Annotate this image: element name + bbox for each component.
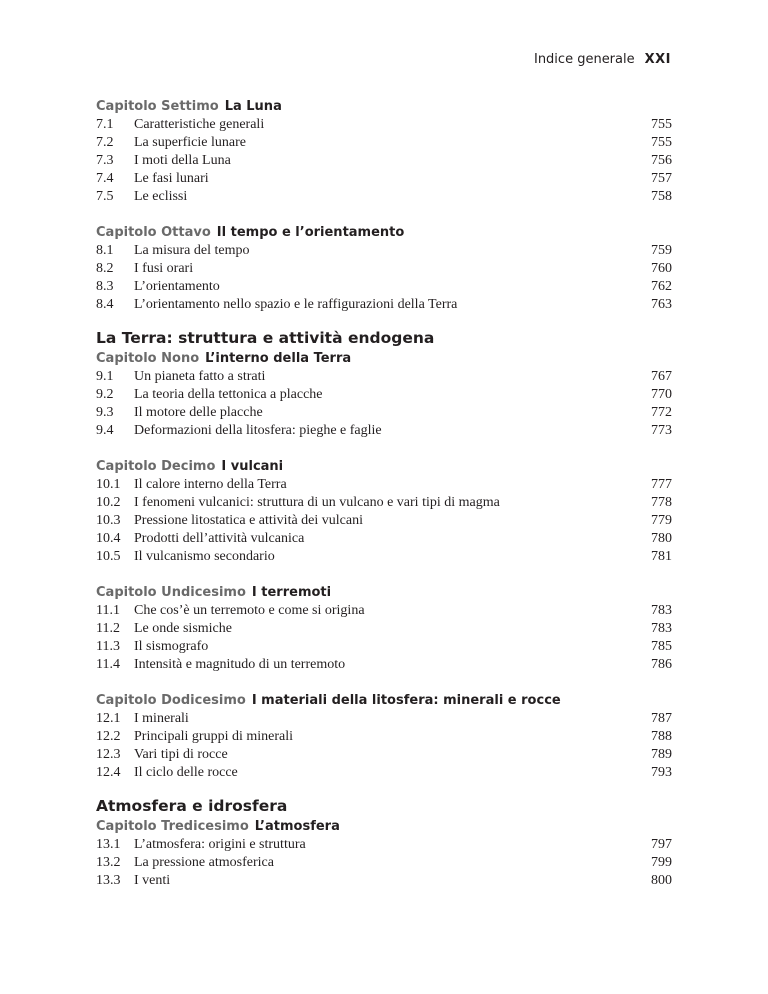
chapter-heading	[96, 583, 672, 602]
page-number: 789	[651, 747, 672, 762]
section-number: 11.2	[96, 621, 120, 636]
page-number: 780	[651, 531, 672, 546]
toc-entry[interactable]	[96, 476, 672, 494]
section-title: Le eclissi	[134, 189, 188, 204]
section-number: 8.3	[96, 279, 114, 294]
part-title: Atmosfera e idrosfera	[96, 797, 288, 815]
toc-entry[interactable]	[96, 854, 672, 872]
toc-entry[interactable]	[96, 188, 672, 206]
toc-entry[interactable]	[96, 602, 672, 620]
page-number: 762	[651, 279, 672, 294]
section-number: 11.4	[96, 657, 120, 672]
section-title: I moti della Luna	[134, 153, 231, 168]
page-number: 800	[651, 873, 672, 888]
section-title: I fusi orari	[134, 261, 194, 276]
section-title: Intensità e magnitudo di un terremoto	[134, 657, 346, 672]
page-number: 787	[651, 711, 672, 726]
section-number: 10.1	[96, 477, 121, 492]
page-number: 767	[651, 369, 672, 384]
toc-entry[interactable]	[96, 422, 672, 440]
toc-entry[interactable]	[96, 746, 672, 764]
toc-entry[interactable]	[96, 872, 672, 890]
section-number: 12.1	[96, 711, 121, 726]
page-number: 773	[651, 423, 672, 438]
page-number: 772	[651, 405, 672, 420]
section-title: I venti	[134, 873, 171, 888]
toc-entry[interactable]	[96, 368, 672, 386]
section-number: 10.2	[96, 495, 121, 510]
section-number: 11.1	[96, 603, 120, 618]
section-number: 7.4	[96, 171, 114, 186]
page-number: 797	[651, 837, 672, 852]
page-number: 760	[651, 261, 672, 276]
section-number: 12.2	[96, 729, 121, 744]
chapter-title: L’interno della Terra	[205, 351, 352, 366]
toc-entry[interactable]	[96, 548, 672, 566]
section-title: Pressione litostatica e attività dei vulcani	[134, 513, 363, 528]
page-number: 793	[651, 765, 672, 780]
toc-entry[interactable]	[96, 260, 672, 278]
section-number: 8.2	[96, 261, 114, 276]
chapter-title: Il tempo e l’orientamento	[216, 225, 405, 240]
toc-entry[interactable]	[96, 116, 672, 134]
section-number: 10.4	[96, 531, 121, 546]
chapter-block	[96, 457, 672, 566]
toc-entry[interactable]	[96, 656, 672, 674]
toc-entry[interactable]	[96, 170, 672, 188]
section-title: Vari tipi di rocce	[134, 747, 228, 762]
toc-entry[interactable]	[96, 386, 672, 404]
page-number: 781	[651, 549, 672, 564]
section-title: Un pianeta fatto a strati	[134, 369, 266, 384]
section-title: I minerali	[134, 711, 189, 726]
toc-entry[interactable]	[96, 404, 672, 422]
section-number: 7.5	[96, 189, 114, 204]
page-number: 778	[651, 495, 672, 510]
section-number: 11.3	[96, 639, 120, 654]
chapter-heading	[96, 457, 672, 476]
part-title: La Terra: struttura e attività endogena	[96, 329, 435, 347]
section-title: Il sismografo	[134, 639, 209, 654]
chapter-title: La Luna	[224, 99, 282, 114]
page-number: 763	[651, 297, 672, 312]
section-title: Le onde sismiche	[134, 621, 232, 636]
section-number: 7.2	[96, 135, 114, 150]
chapter-label: Capitolo Settimo	[96, 99, 219, 114]
page-number: 759	[651, 243, 672, 258]
chapter-heading	[96, 349, 672, 368]
toc-entry[interactable]	[96, 620, 672, 638]
section-number: 9.4	[96, 423, 114, 438]
chapter-heading	[96, 691, 672, 710]
section-number: 12.4	[96, 765, 121, 780]
page-number: 755	[651, 135, 672, 150]
section-title: La pressione atmosferica	[134, 855, 274, 870]
toc-entry[interactable]	[96, 638, 672, 656]
chapter-heading	[96, 223, 672, 242]
section-number: 13.2	[96, 855, 121, 870]
section-number: 10.3	[96, 513, 121, 528]
section-number: 7.3	[96, 153, 114, 168]
toc-entry[interactable]	[96, 728, 672, 746]
section-number: 13.3	[96, 873, 121, 888]
page-number: 786	[651, 657, 672, 672]
section-title: Il motore delle placche	[134, 405, 263, 420]
chapter-block	[96, 583, 672, 674]
section-title: Le fasi lunari	[134, 171, 209, 186]
section-title: Il ciclo delle rocce	[134, 765, 238, 780]
section-number: 12.3	[96, 747, 121, 762]
chapter-label: Capitolo Tredicesimo	[96, 819, 249, 834]
section-title: Il calore interno della Terra	[134, 477, 287, 492]
chapter-block	[96, 817, 672, 890]
section-number: 9.1	[96, 369, 114, 384]
page-number: 756	[651, 153, 672, 168]
section-number: 10.5	[96, 549, 121, 564]
chapter-block	[96, 349, 672, 440]
section-title: I fenomeni vulcanici: struttura di un vulcano e vari tipi di magma	[134, 495, 500, 510]
page-number: 783	[651, 621, 672, 636]
chapter-title: I terremoti	[251, 585, 332, 600]
chapter-label: Capitolo Nono	[96, 351, 200, 366]
section-title: La misura del tempo	[134, 243, 250, 258]
page-number: 799	[651, 855, 672, 870]
section-title: La teoria della tettonica a placche	[134, 387, 323, 402]
toc-entry[interactable]	[96, 152, 672, 170]
page-number: 788	[651, 729, 672, 744]
toc-entry[interactable]	[96, 242, 672, 260]
section-title: Prodotti dell’attività vulcanica	[134, 531, 305, 546]
page-number: 758	[651, 189, 672, 204]
page-number: 770	[651, 387, 672, 402]
page-number: 777	[651, 477, 672, 492]
toc-entry[interactable]	[96, 710, 672, 728]
chapter-heading	[96, 97, 672, 116]
section-title: L’orientamento	[134, 279, 220, 294]
section-number: 13.1	[96, 837, 121, 852]
chapter-label: Capitolo Dodicesimo	[96, 693, 246, 708]
section-title: Deformazioni della litosfera: pieghe e faglie	[134, 423, 382, 438]
page-number: 779	[651, 513, 672, 528]
chapter-block	[96, 97, 672, 206]
toc-entry[interactable]	[96, 134, 672, 152]
toc-entry[interactable]	[96, 530, 672, 548]
chapter-block	[96, 223, 672, 314]
chapter-title: L’atmosfera	[254, 819, 340, 834]
toc-entry[interactable]	[96, 836, 672, 854]
chapter-label: Capitolo Undicesimo	[96, 585, 246, 600]
page-number: 783	[651, 603, 672, 618]
header-page-number: XXI	[644, 52, 671, 67]
section-number: 8.4	[96, 297, 114, 312]
running-header	[534, 52, 671, 67]
toc-entry[interactable]	[96, 512, 672, 530]
chapter-block	[96, 691, 672, 782]
chapter-title: I vulcani	[221, 459, 284, 474]
header-section-title: Indice generale	[533, 52, 635, 67]
chapter-label: Capitolo Decimo	[96, 459, 216, 474]
section-title: Il vulcanismo secondario	[134, 549, 275, 564]
chapter-title: I materiali della litosfera: minerali e rocce	[251, 693, 561, 708]
toc-entry[interactable]	[96, 278, 672, 296]
section-title: Principali gruppi di minerali	[134, 729, 294, 744]
chapter-heading	[96, 817, 672, 836]
chapter-label: Capitolo Ottavo	[96, 225, 211, 240]
page-number: 757	[651, 171, 672, 186]
section-title: Caratteristiche generali	[134, 117, 265, 132]
section-number: 9.3	[96, 405, 114, 420]
section-title: L’atmosfera: origini e struttura	[134, 837, 306, 852]
section-number: 8.1	[96, 243, 114, 258]
toc-entry[interactable]	[96, 296, 672, 314]
toc-entry[interactable]	[96, 494, 672, 512]
section-title: L’orientamento nello spazio e le raffigurazioni della Terra	[134, 297, 458, 312]
table-of-contents	[96, 97, 672, 907]
section-number: 9.2	[96, 387, 114, 402]
page-number: 755	[651, 117, 672, 132]
page-number: 785	[651, 639, 672, 654]
section-number: 7.1	[96, 117, 114, 132]
toc-entry[interactable]	[96, 764, 672, 782]
section-title: La superficie lunare	[134, 135, 246, 150]
section-title: Che cos’è un terremoto e come si origina	[134, 603, 365, 618]
